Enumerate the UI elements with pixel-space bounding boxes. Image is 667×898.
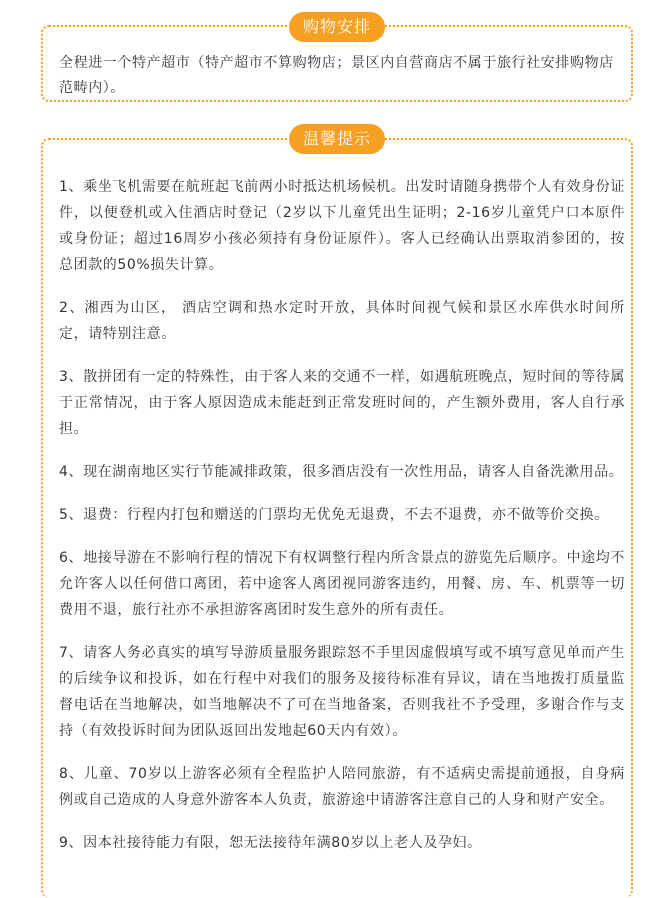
shopping-section: [41, 17, 633, 102]
tip-item: 7、请客人务必真实的填写导游质量服务跟踪怒不手里因虚假填写或不填写意见单而产生的后续争议和投诉，如在行程中对我们的服务及接待标准有异议，请在当地拨打质量监督电话在当地解决，如当地解决不了可在当地备案，否则我社不予受理，多谢合作与支持（有效投诉时间为团队返回出发地起60天内有效）。: [59, 645, 625, 739]
tips-section: [41, 129, 633, 898]
tip-item: 5、退费：行程内打包和赠送的门票均无优免无退费，不去不退费，亦不做等价交换。: [59, 507, 609, 523]
tip-item: 3、散拼团有一定的特殊性，由于客人来的交通不一样，如遇航班晚点，短时间的等待属于正常情况，由于客人原因造成未能赶到正常发班时间的，产生额外费用，客人自行承担。: [59, 369, 625, 437]
tip-item: 8、儿童、70岁以上游客必须有全程监护人陪同旅游，有不适病史需提前通报，自身病例或自己造成的人身意外游客本人负责，旅游途中请游客注意自己的人身和财产安全。: [59, 766, 625, 808]
tip-item: 6、地接导游在不影响行程的情况下有权调整行程内所含景点的游览先后顺序。中途均不允许客人以任何借口离团，若中途客人离团视同游客违约，用餐、房、车、机票等一切费用不退，旅行社亦不承担游客离团时发生意外的所有责任。: [59, 550, 625, 618]
tips-list: [59, 174, 625, 873]
tip-item: 1、乘坐飞机需要在航班起飞前两小时抵达机场候机。出发时请随身携带个人有效身份证件，以便登机或入住酒店时登记（2岁以下儿童凭出生证明；2-16岁儿童凭户口本原件或身份证；超过16周岁小孩必须持有身份证原件）。客人已经确认出票取消参团的，按总团款的50%损失计算。: [59, 179, 625, 273]
shopping-title-badge: 购物安排: [289, 12, 385, 42]
tip-item: 9、因本社接待能力有限，恕无法接待年满80岁以上老人及孕妇。: [59, 835, 482, 851]
tips-title-badge: 温馨提示: [289, 124, 385, 154]
tip-item: 2、湘西为山区， 酒店空调和热水定时开放，具体时间视气候和景区水库供水时间所定，请特别注意。: [59, 300, 625, 342]
shopping-text: 全程进一个特产超市（特产超市不算购物店；景区内自营商店不属于旅行社安排购物店范畴内）。: [59, 55, 614, 96]
tip-item: 4、现在湖南地区实行节能减排政策，很多酒店没有一次性用品，请客人自备洗漱用品。: [59, 464, 624, 480]
